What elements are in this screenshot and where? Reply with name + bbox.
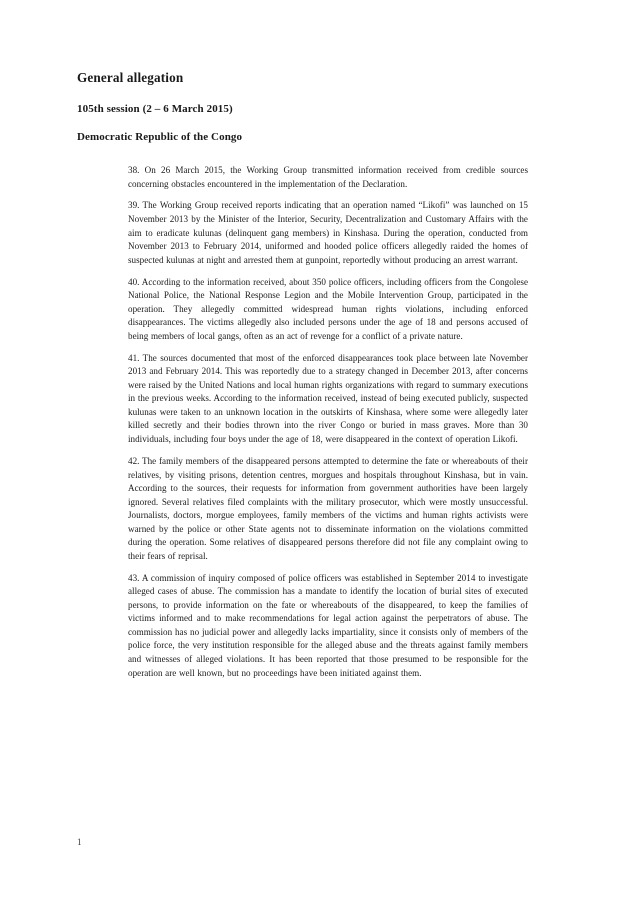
country-heading: Democratic Republic of the Congo	[77, 131, 243, 144]
paragraph-43: 43. A commission of inquiry composed of police officers was established in September 2014 to investigate alleged cases of abuse. The commission has a mandate to identify the location of burial sites of executed persons, to provide information on the fate or whereabouts of the disappeared, to keep the families of victims informed and to make recommendations for legal action against the perpetrators of abuse. The commission has no judicial power and allegedly lacks impartiality, since it consists only of members of the police force, the very institution responsible for the alleged abuse and the threats against family members and witnesses of alleged violations. It has been reported that those presumed to be responsible for the operation are well known, but no proceedings have been initiated against them.	[128, 572, 528, 678]
paragraph-list	[128, 164, 528, 680]
session-heading: 105th session (2 – 6 March 2015)	[77, 102, 233, 115]
page-title: General allegation	[77, 70, 184, 85]
paragraph-39: 39. The Working Group received reports indicating that an operation named “Likofi” was launched on 15 November 2013 by the Minister of the Interior, Security, Decentralization and Customary Affairs with the aim to eradicate kulunas (delinquent gang members) in Kinshasa. During the operation, conducted from November 2013 to February 2014, uniformed and hooded police officers allegedly raided the homes of suspected kulunas at night and arrested them at gunpoint, reportedly without producing an arrest warrant.	[128, 200, 528, 265]
paragraph-38: 38. On 26 March 2015, the Working Group transmitted information received from credible sources concerning obstacles encountered in the implementation of the Declaration.	[128, 165, 528, 189]
paragraph-40: 40. According to the information received, about 350 police officers, including officers from the Congolese National Police, the National Response Legion and the Mobile Intervention Group, participated in the operation. They allegedly committed widespread human rights violations, including enforced disappearances. The victims allegedly also included persons under the age of 18 and persons accused of being members of local gangs, often as an act of revenge for a conflict of a private nature.	[128, 276, 528, 341]
paragraph-41: 41. The sources documented that most of the enforced disappearances took place between late November 2013 and February 2014. This was reportedly due to a strategy changed in December 2013, after concerns were raised by the United Nations and local human rights organizations with regard to summary executions in the previous weeks. According to the information received, instead of being executed publicly, suspected kulunas were taken to an unknown location in the outskirts of Kinshasa, where some were allegedly later killed secretly and their bodies thrown into the river Congo or buried in mass graves. More than 30 individuals, including four boys under the age of 18, were disappeared in the context of operation Likofi.	[128, 352, 528, 445]
paragraph-42: 42. The family members of the disappeared persons attempted to determine the fate or whereabouts of their relatives, by visiting prisons, detention centres, morgues and hospitals throughout Kinshasa, but in vain. According to the sources, their requests for information from government authorities have been largely ignored. Several relatives filed complaints with the military prosecutor, which were mostly unsuccessful. Journalists, doctors, morgue employees, family members of the victims and human rights activists were warned by the police or other State agents not to disseminate information on the violations committed during the operation. Some relatives of disappeared persons therefore did not file any complaint owing to their fears of reprisal.	[128, 455, 528, 561]
page-number: 1	[77, 837, 82, 847]
